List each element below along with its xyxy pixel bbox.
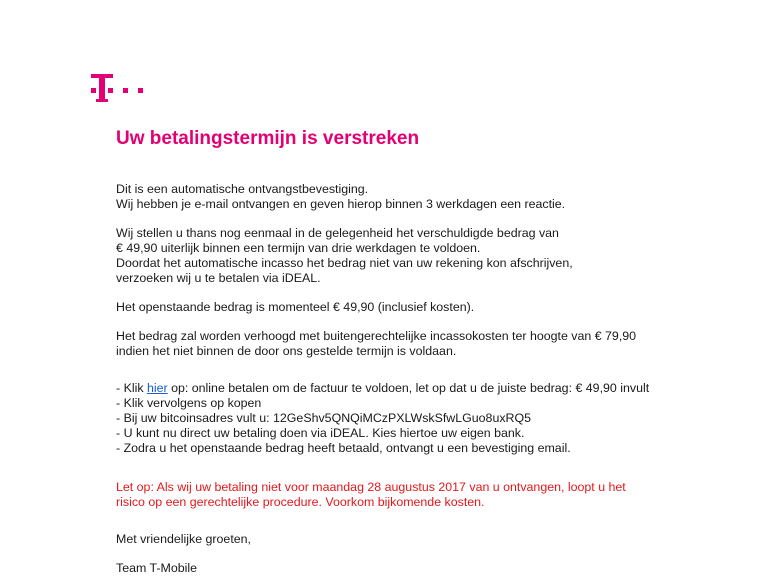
step-text: op: online betalen om de factuur te voldoen, let op dat u de juiste bedrag: € 49,90 invult: [167, 381, 650, 395]
step-item: [116, 381, 736, 396]
step-item: - U kunt nu direct uw betaling doen via iDEAL. Kies hiertoe uw eigen bank.: [116, 426, 525, 440]
signature: Team T-Mobile: [116, 561, 198, 575]
step-item: - Bij uw bitcoinsadres vult u: 12GeShv5QNQiMCzPXLWskSfwLGuo8uxRQ5: [116, 411, 532, 425]
pay-here-link[interactable]: hier: [146, 381, 168, 395]
outstanding-paragraph: [116, 300, 736, 315]
offer-line: verzoeken wij u te betalen via iDEAL.: [116, 271, 321, 285]
intro-paragraph: [116, 182, 736, 212]
offer-line: € 49,90 uiterlijk binnen een termijn van drie werkdagen te voldoen.: [116, 241, 481, 255]
warning-line: risico op een gerechtelijke procedure. Voorkom bijkomende kosten.: [116, 495, 485, 509]
offer-paragraph: [116, 226, 736, 286]
offer-line: Wij stellen u thans nog eenmaal in de gelegenheid het verschuldigde bedrag van: [116, 226, 559, 240]
warning-line: Let op: Als wij uw betaling niet voor maandag 28 augustus 2017 van u ontvangen, loopt u het: [116, 480, 626, 494]
steps-list: [116, 381, 736, 456]
logo-dot: [123, 88, 128, 93]
logo-dot: [138, 88, 143, 93]
logo-t-letter: [91, 74, 113, 104]
increase-paragraph: [116, 329, 736, 359]
increase-line: Het bedrag zal worden verhoogd met buitengerechtelijke incassokosten ter hoogte van € 79,90: [116, 329, 637, 343]
step-text: - Klik: [116, 381, 147, 395]
outstanding-line: Het openstaande bedrag is momenteel € 49,90 (inclusief kosten).: [116, 300, 475, 314]
step-item: - Klik vervolgens op kopen: [116, 396, 262, 410]
warning-paragraph: [116, 480, 736, 510]
closing-greeting: Met vriendelijke groeten,: [116, 532, 251, 546]
intro-line: Dit is een automatische ontvangstbevestiging.: [116, 182, 369, 196]
increase-line: indien het niet binnen de door ons gestelde termijn is voldaan.: [116, 344, 457, 358]
telekom-t-logo-icon: [91, 74, 143, 104]
email-body: [116, 128, 736, 577]
step-item: - Zodra u het openstaande bedrag heeft betaald, ontvangt u een bevestiging email.: [116, 441, 571, 455]
intro-line: Wij hebben je e-mail ontvangen en geven hierop binnen 3 werkdagen een reactie.: [116, 197, 566, 211]
email-title: Uw betalingstermijn is verstreken: [116, 128, 420, 149]
offer-line: Doordat het automatische incasso het bedrag niet van uw rekening kon afschrijven,: [116, 256, 573, 270]
